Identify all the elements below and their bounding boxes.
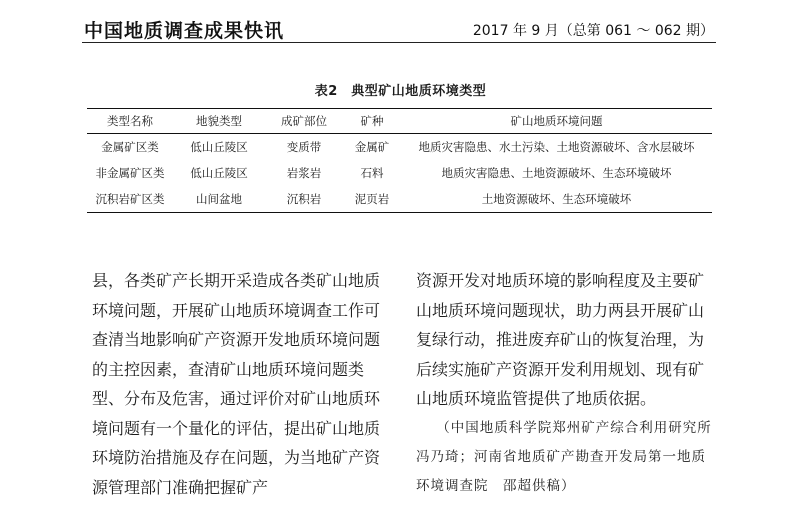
author-credit: （中国地质科学院郑州矿产综合利用研究所 冯乃琦；河南省地质矿产勘查开发局第一地质环境调查院 邵超供稿） xyxy=(416,419,727,494)
table-row xyxy=(87,160,712,186)
table-cell: 岩浆岩 xyxy=(286,166,322,180)
table-cell: 土地资源破坏、生态环境破坏 xyxy=(481,192,632,206)
table-header-row xyxy=(87,109,712,134)
body-paragraph: 资源开发对地质环境的影响程度及主要矿山地质环境问题现状，助力两县开展矿山复绿行动，推进废弃矿山的恢复治理，为后续实施矿产资源开发利用规划、现有矿山地质环境监管提供了地质依据。 xyxy=(416,271,705,408)
table-cell: 沉积岩 xyxy=(286,192,322,206)
table-cell: 低山丘陵区 xyxy=(190,166,248,180)
column-header: 矿种 xyxy=(360,114,384,128)
table-cell: 石料 xyxy=(360,166,384,180)
table-cell: 非金属矿区类 xyxy=(95,166,165,180)
running-header xyxy=(82,14,716,43)
journal-title: 中国地质调查成果快讯 xyxy=(84,20,285,42)
issue-info: 2017 年 9 月（总第 061 ～ 062 期） xyxy=(472,23,714,39)
table-row xyxy=(87,186,712,213)
mine-environment-table xyxy=(87,108,712,213)
table-cell: 金属矿区类 xyxy=(101,140,159,154)
column-header: 矿山地质环境问题 xyxy=(510,114,603,128)
body-paragraph: 县，各类矿产长期开采造成各类矿山地质环境问题，开展矿山地质环境调查工作可查清当地影响矿产资源开发地质环境问题的主控因素，查清矿山地质环境问题类型、分布及危害，通过评价对矿山地质环境问题有一个量化的评估，提出矿山地质环境防治措施及存在问题，为当地矿产资源管理部门准确把握矿产 xyxy=(92,271,381,497)
body-column-left xyxy=(92,266,392,502)
table-cell: 金属矿 xyxy=(354,140,390,154)
table-cell: 山间盆地 xyxy=(196,192,242,206)
table-cell: 沉积岩矿区类 xyxy=(95,192,165,206)
column-header: 地貌类型 xyxy=(196,114,242,128)
column-header: 类型名称 xyxy=(107,114,153,128)
table-cell: 变质带 xyxy=(286,140,322,154)
table-cell: 地质灾害隐患、水土污染、土地资源破坏、含水层破坏 xyxy=(418,140,695,154)
table-cell: 地质灾害隐患、土地资源破坏、生态环境破坏 xyxy=(441,166,672,180)
table-row xyxy=(87,134,712,161)
table-caption: 表2 典型矿山地质环境类型 xyxy=(314,84,487,99)
body-column-right xyxy=(416,266,727,501)
column-header: 成矿部位 xyxy=(281,114,327,128)
table-cell: 泥页岩 xyxy=(354,192,390,206)
table-cell: 低山丘陵区 xyxy=(190,140,248,154)
